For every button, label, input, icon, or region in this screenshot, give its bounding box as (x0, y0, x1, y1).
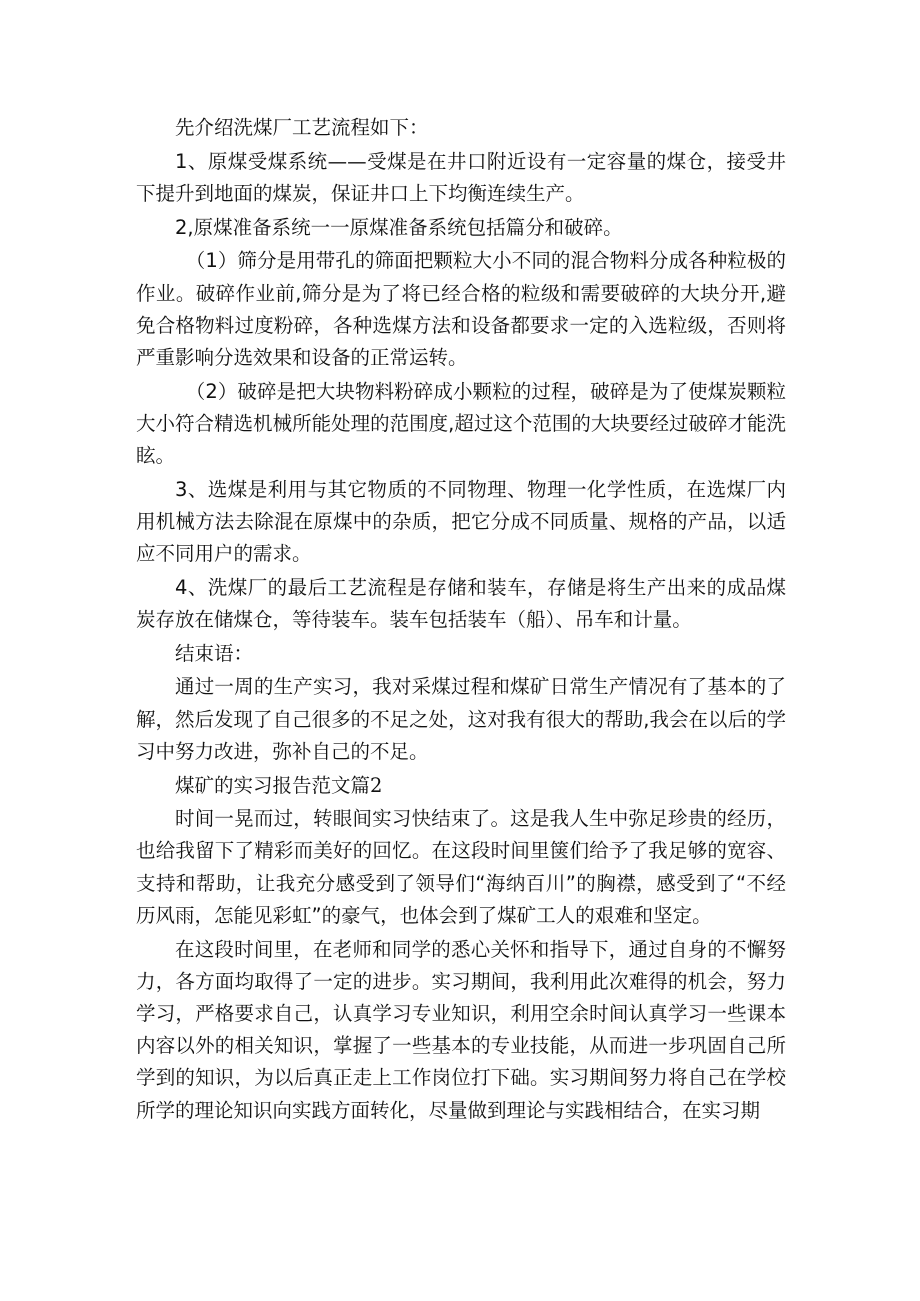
paragraph-step-1: 1、原煤受煤系统——受煤是在井口附近设有一定容量的煤仓，接受井下提升到地面的煤炭，保证井口上下均衡连续生产。 (136, 149, 786, 205)
document-body (136, 112, 786, 1127)
paragraph-step-2-screening: （1）筛分是用带孔的筛面把颗粒大小不同的混合物料分成各种粒极的作业。破碎作业前,筛分是为了将已经合格的粒级和需要破碎的大块分开,避免合格物料过度粉碎，各种选煤方法和设备都要求一定的入选粒级，否则将严重影响分选效果和设备的正常运转。 (136, 249, 786, 369)
paragraph-step-2: 2,原煤准备系统一一原煤准备系统包括篇分和破碎。 (175, 215, 623, 239)
paragraph-report-2: 在这段时间里，在老师和同学的悉心关怀和指导下，通过自身的不懈努力，各方面均取得了一定的进步。实习期间，我利用此次难得的机会，努力学习，严格要求自己，认真学习专业知识，利用空余时间认真学习一些课本内容以外的相关知识，掌握了一些基本的专业技能，从而进一步巩固自己所学到的知识，为以后真正走上工作岗位打下础。实习期间努力将自己在学校所学的理论知识向实践方面转化，尽量做到理论与实践相结合，在实习期 (136, 937, 786, 1122)
paragraph-conclusion: 通过一周的生产实习，我对采煤过程和煤矿日常生产情况有了基本的了解，然后发现了自己很多的不足之处，这对我有很大的帮助,我会在以后的学习中努力改进，弥补自己的不足。 (136, 675, 786, 763)
paragraph-report-1: 时间一晃而过，转眼间实习快结束了。这是我人生中弥足珍贵的经历，也给我留下了精彩而美好的回忆。在这段时间里箧们给予了我足够的宽容、支持和帮助，让我充分感受到了领导们“海纳百川”的胸襟，感受到了“不经历风雨，怎能见彩虹”的豪气，也体会到了煤矿工人的艰难和坚定。 (136, 807, 786, 927)
paragraph-conclusion-label: 结束语： (175, 641, 254, 665)
paragraph-step-3: 3、选煤是利用与其它物质的不同物理、物理一化学性质，在选煤厂内用机械方法去除混在原煤中的杂质，把它分成不同质量、规格的产品，以适应不同用户的需求。 (136, 477, 786, 566)
paragraph-intro: 先介绍洗煤厂工艺流程如下： (175, 116, 429, 139)
paragraph-step-4: 4、洗煤厂的最后工艺流程是存储和装车，存储是将生产出来的成品煤炭存放在储煤仓，等待装车。装车包括装车（船）、吊车和计量。 (136, 575, 786, 632)
paragraph-step-2-crushing: （2）破碎是把大块物料粉碎成小颗粒的过程，破碎是为了使煤炭颗粒大小符合精选机械所能处理的范围度,超过这个范围的大块要经过破碎才能洗眩。 (136, 379, 786, 468)
section-heading: 煤矿的实习报告范文篇2 (175, 773, 383, 797)
